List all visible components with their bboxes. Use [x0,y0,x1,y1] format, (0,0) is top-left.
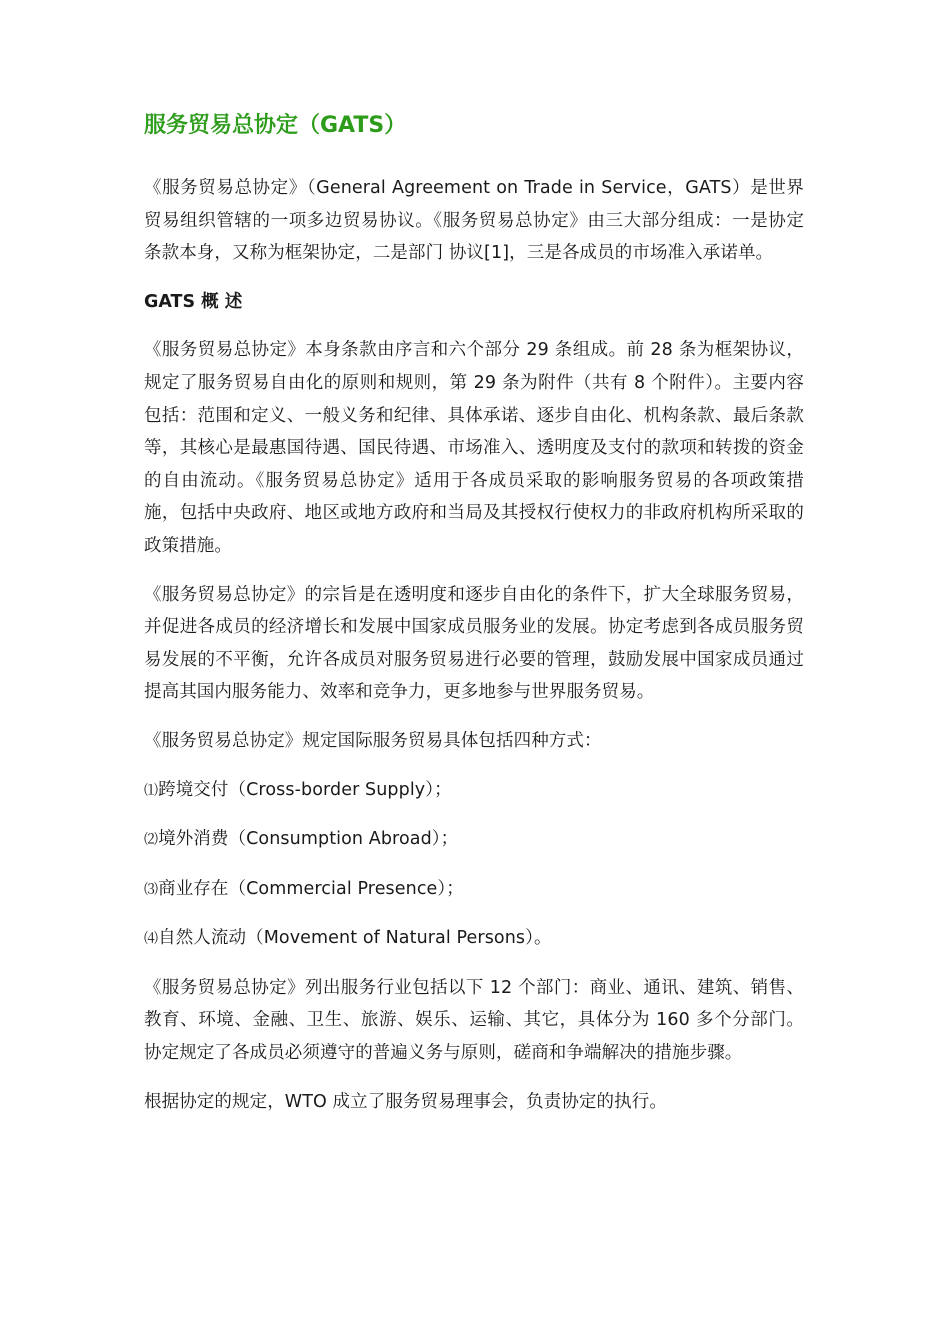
mode-item-4 [144,922,804,956]
mode-number: ⑶ [144,881,159,898]
document-page [144,108,804,1134]
document-title: 服务贸易总协定（GATS） [144,113,407,138]
sectors-paragraph: 《服务贸易总协定》列出服务行业包括以下 12 个部门：商业、通讯、建筑、销售、教育、环境、金融、卫生、旅游、娱乐、运输、其它，具体分为 160 多个分部门。协定规定了各成员必须遵守的普遍义务与原则，磋商和争端解决的措施步骤。 [144,977,804,1064]
mode-text: 商业存在（Commercial Presence）； [158,878,464,899]
intro-paragraph: 《服务贸易总协定》（General Agreement on Trade in Service，GATS）是世界贸易组织管辖的一项多边贸易协议。《服务贸易总协定》由三大部分组成：一是协定条款本身，又称为框架协定，二是部门 协议[1]，三是各成员的市场准入承诺单。 [144,178,804,264]
structure-paragraph: 《服务贸易总协定》本身条款由序言和六个部分 29 条组成。前 28 条为框架协议，规定了服务贸易自由化的原则和规则，第 29 条为附件（共有 8 个附件）。主要内容包括：范围和定义、一般义务和纪律、具体承诺、逐步自由化、机构条款、最后条款等，其核心是最惠国待遇、国民待遇、市场准入、透明度及支付的款项和转拨的资金的自由流动。《服务贸易总协定》适用于各成员采取的影响服务贸易的各项政策措施，包括中央政府、地区或地方政府和当局及其授权行使权力的非政府机构所采取的政策措施。 [144,340,804,556]
mode-text: 境外消费（Consumption Abroad）； [158,829,459,850]
mode-item-3 [144,873,804,907]
mode-number: ⑵ [144,832,159,849]
council-paragraph: 根据协定的规定，WTO 成立了服务贸易理事会，负责协定的执行。 [144,1091,667,1112]
mode-text: 跨境交付（Cross-border Supply）； [158,779,452,800]
mode-item-2 [144,823,804,857]
overview-heading: GATS 概 述 [144,291,243,312]
mode-number: ⑷ [144,931,159,948]
mode-item-1 [144,774,804,808]
mode-number: ⑴ [144,782,159,799]
purpose-paragraph: 《服务贸易总协定》的宗旨是在透明度和逐步自由化的条件下，扩大全球服务贸易，并促进各成员的经济增长和发展中国家成员服务业的发展。协定考虑到各成员服务贸易发展的不平衡，允许各成员对服务贸易进行必要的管理，鼓励发展中国家成员通过提高其国内服务能力、效率和竞争力，更多地参与世界服务贸易。 [144,584,804,703]
mode-text: 自然人流动（Movement of Natural Persons）。 [158,928,552,949]
modes-intro-paragraph: 《服务贸易总协定》规定国际服务贸易具体包括四种方式： [144,730,602,751]
